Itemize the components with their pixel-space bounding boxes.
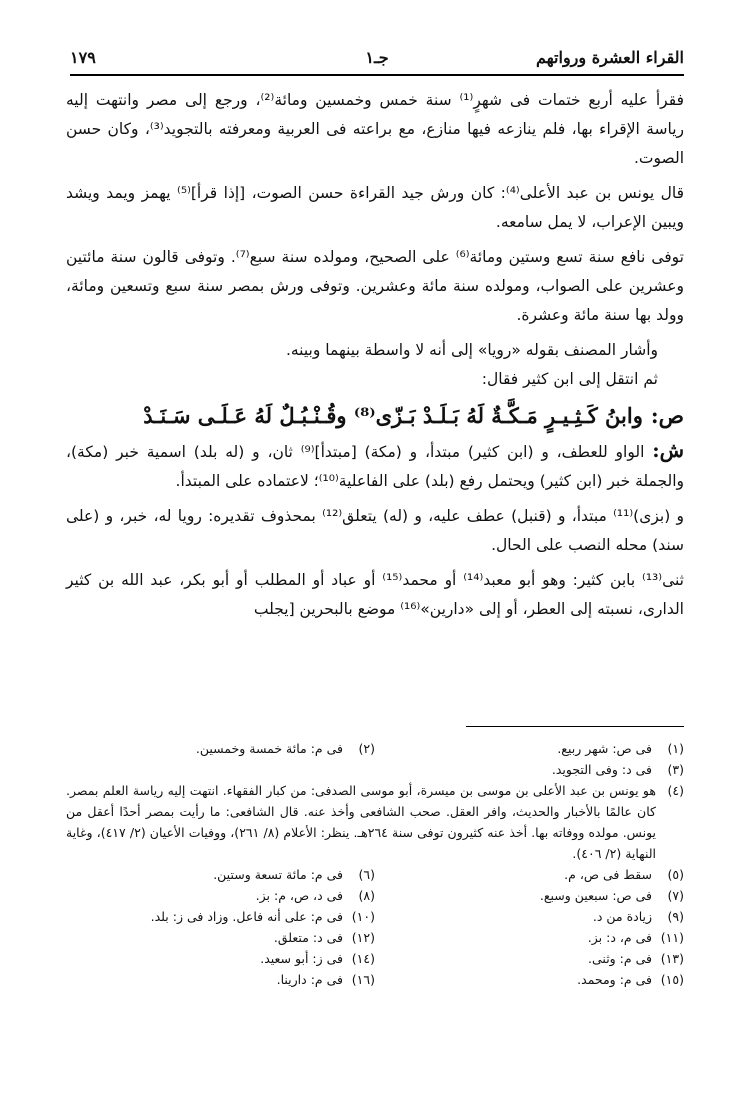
paragraph: فقرأ عليه أربع ختمات فى شهرٍ⁽¹⁾ سنة خمس وخمسين ومائة⁽²⁾، ورجع إلى مصر وانتهت إليه رياسة الإقراء بها، فلم ينازعه فيها منازع، مع براعته فى العربية ومعرفته بالتجويد⁽³⁾، وكان حسن الصوت. <box>66 91 685 167</box>
commentary-siglum: ش: <box>652 438 685 462</box>
footnote-number: (٩) <box>667 909 684 924</box>
footnote-row <box>66 948 684 969</box>
footnote-text: فى م، د: بز. <box>587 930 653 945</box>
footnote-row <box>66 885 684 906</box>
footnote-text: فى ص: شهر ربيع. <box>557 741 653 756</box>
footnote <box>375 864 684 885</box>
footnote-text: فى م: وثنى. <box>588 951 653 966</box>
footnote-text: فى م: مائة خمسة وخمسين. <box>195 741 344 756</box>
paragraph: قال يونس بن عبد الأعلى⁽⁴⁾: كان ورش جيد القراءة حسن الصوت، [إذا قرأ]⁽⁵⁾ يهمز ويمد ويشد ويبين الإعراب، لا يمل سامعه. <box>66 184 685 231</box>
paragraph: وأشار المصنف بقوله «رويا» إلى أنه لا واسطة بينهما وبينه. <box>285 341 658 359</box>
paragraph: و (بزى)⁽¹¹⁾ مبتدأ، و (قنبل) عطف عليه، و (له) يتعلق⁽¹²⁾ بمحذوف تقديره: رويا له، خبر، و (على سند) محله النصب على الحال. <box>66 507 685 554</box>
footnote <box>375 738 684 759</box>
footnote <box>375 927 684 948</box>
footnote-number: (١٠) <box>351 909 375 924</box>
commentary-paragraph <box>66 436 684 496</box>
footnote-text: فى ص: سبعين وسبع. <box>539 888 653 903</box>
footnotes <box>66 738 684 990</box>
footnote-number: (١١) <box>660 930 684 945</box>
footnote <box>66 738 375 759</box>
footnote <box>66 969 375 990</box>
footnote <box>66 864 375 885</box>
footnote-text: فى د، ص، م: بز. <box>255 888 344 903</box>
footnote-separator <box>466 726 684 727</box>
header-title: القراء العشرة ورواتهم <box>536 48 684 67</box>
footnote-number: (٥) <box>667 867 684 882</box>
paragraph: ثم انتقل إلى ابن كثير فقال: <box>481 370 658 388</box>
footnote <box>66 780 684 864</box>
header-volume: جـ۱ <box>365 48 389 67</box>
footnote-text: فى د: وفى التجويد. <box>551 762 653 777</box>
footnote-text: سقط فى ص، م. <box>564 867 653 882</box>
footnote-row <box>66 759 684 780</box>
main-text <box>66 86 684 630</box>
footnote-row <box>66 969 684 990</box>
footnote <box>375 885 684 906</box>
footnote-number: (٧) <box>667 888 684 903</box>
footnote <box>375 969 684 990</box>
footnote-text: فى ز: أبو سعيد. <box>260 951 344 966</box>
footnote-number: (١) <box>667 741 684 756</box>
footnote <box>66 885 375 906</box>
footnote-number: (١٦) <box>351 972 375 987</box>
footnote-row <box>66 864 684 885</box>
footnote-text: فى م: مائة تسعة وستين. <box>213 867 344 882</box>
footnote <box>66 927 375 948</box>
footnote <box>375 759 684 780</box>
footnote-number: (١٢) <box>351 930 375 945</box>
footnote <box>375 906 684 927</box>
page-number: ١٧٩ <box>70 48 96 67</box>
commentary-text: الواو للعطف، و (ابن كثير) مبتدأ، و (مكة) [مبتدأ]⁽⁹⁾ ثان، و (له بلد) اسمية خبر (مكة)، والجملة خبر (ابن كثير) ويحتمل رفع (بلد) على الفاعلية⁽¹⁰⁾؛ لاعتماده على المبتدأ. <box>66 443 684 490</box>
footnote-number: (٦) <box>358 867 375 882</box>
footnote-row <box>66 906 684 927</box>
footnote-number: (٣) <box>667 762 684 777</box>
paragraph: توفى نافع سنة تسع وستين ومائة⁽⁶⁾ على الصحيح، ومولده سنة سبع⁽⁷⁾. وتوفى قالون سنة مائتين وعشرين على الصواب، ومولده سنة مائة وعشرين. وتوفى ورش بمصر سنة سبع وتسعين ومائة، وولد بها سنة مائة وعشرة. <box>66 248 684 324</box>
footnote-number: (٤) <box>667 783 684 798</box>
footnote <box>66 906 375 927</box>
footnote <box>375 948 684 969</box>
footnote-number: (١٣) <box>660 951 684 966</box>
footnote-text: فى د: متعلق. <box>273 930 344 945</box>
paragraph: ثنى⁽¹³⁾ بابن كثير: وهو أبو معبد⁽¹⁴⁾ أو محمد⁽¹⁵⁾ أو عباد أو المطلب أو أبو بكر، عبد الله بن كثير الدارى، نسبته إلى العطر، أو إلى «دارين»⁽¹⁶⁾ موضع بالبحرين [يجلب <box>66 571 684 618</box>
running-header <box>70 48 684 76</box>
footnote-text: فى م: ومحمد. <box>577 972 653 987</box>
footnote-number: (٨) <box>358 888 375 903</box>
footnote-number: (١٥) <box>660 972 684 987</box>
footnote-text: هو يونس بن عبد الأعلى بن موسى بن ميسرة، أبو موسى الصدفى: من كبار الفقهاء. انتهت إليه رياسة العلم بمصر. كان عالمًا بالأخبار والحديث، وافر العقل. صحب الشافعى وأخذ عنه. قال الشافعى: ما رأيت بمصر أحدًا أعقل من يونس. مولده ووفاته بها. أخذ عنه كثيرون توفى سنة ٢٦٤هـ. ينظر: الأعلام (٨/ ٢٦١)، ووفيات الأعيان (٢/ ٤١٧)، وغاية النهاية (٢/ ٤٠٦). <box>66 783 657 861</box>
verse-text: وابنُ كَـثِـيـرٍ مَـكَّـةٌ لَهُ بَـلَـدْ بَـزّى⁽⁸⁾ وقُـنْـبُـلٌ لَهُ عَـلَـى سَـنَـدْ <box>143 403 643 428</box>
footnote-text: فى م: دارينا. <box>276 972 344 987</box>
footnote-text: زيادة من د. <box>592 909 653 924</box>
footnote-row <box>66 738 684 759</box>
footnote-number: (١٤) <box>351 951 375 966</box>
footnote-number: (٢) <box>358 741 375 756</box>
footnote <box>66 948 375 969</box>
footnote-text: فى م: على أنه فاعل. وزاد فى ز: بلد. <box>150 909 344 924</box>
footnote-row <box>66 927 684 948</box>
verse-siglum: ص: <box>650 403 684 428</box>
poem-verse <box>66 396 684 436</box>
